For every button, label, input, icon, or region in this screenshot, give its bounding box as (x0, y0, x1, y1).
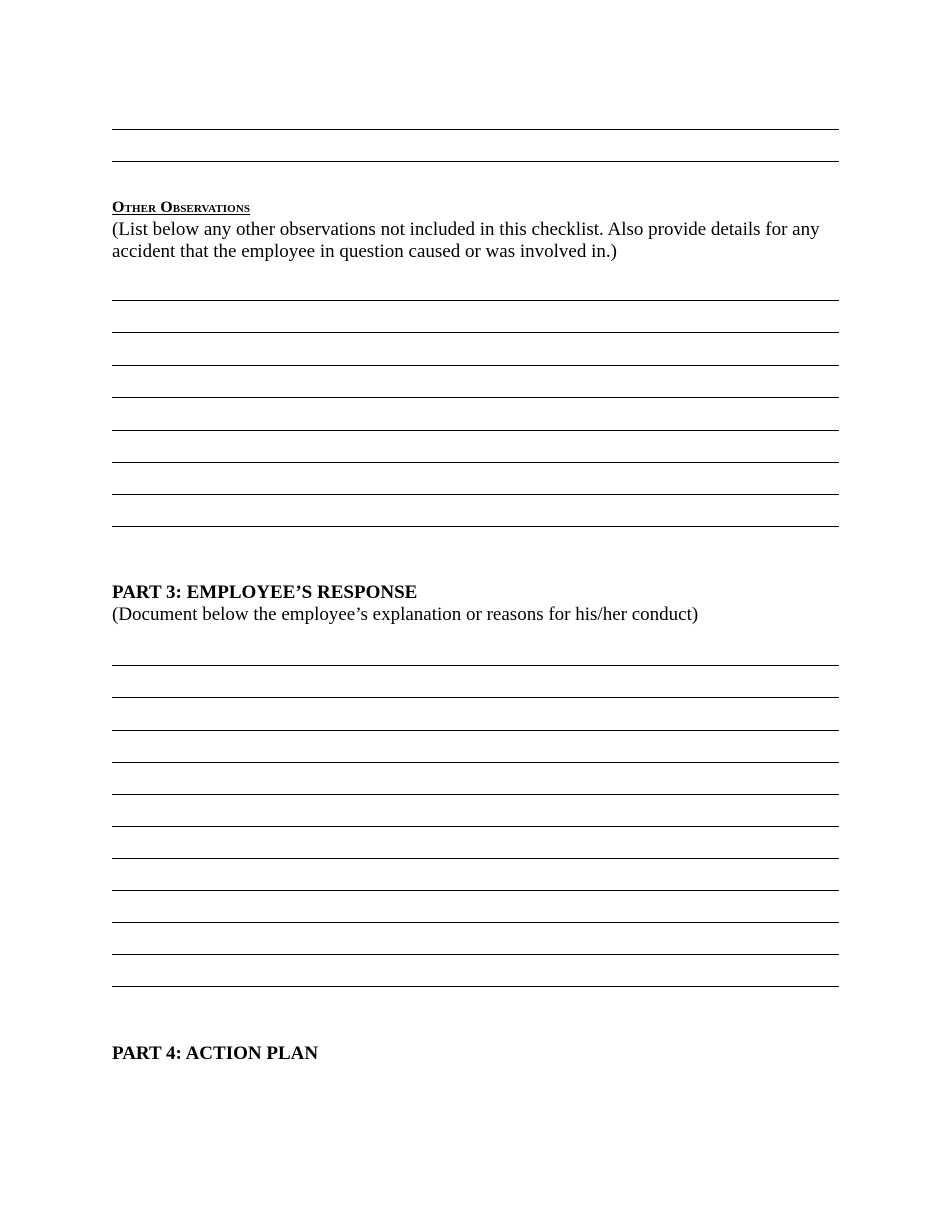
part4-heading: PART 4: ACTION PLAN (112, 1043, 319, 1064)
writing-line[interactable] (112, 826, 839, 827)
writing-line[interactable] (112, 730, 839, 731)
writing-line[interactable] (112, 462, 839, 463)
writing-line[interactable] (112, 954, 839, 955)
writing-line[interactable] (112, 697, 839, 698)
writing-line[interactable] (112, 300, 839, 301)
writing-line[interactable] (112, 922, 839, 923)
writing-line[interactable] (112, 665, 839, 666)
writing-line[interactable] (112, 858, 839, 859)
writing-line[interactable] (112, 430, 839, 431)
writing-line[interactable] (112, 129, 839, 130)
writing-line[interactable] (112, 365, 839, 366)
part3-instructions: (Document below the employee’s explanation or reasons for his/her conduct) (112, 604, 699, 625)
writing-line[interactable] (112, 986, 839, 987)
writing-line[interactable] (112, 397, 839, 398)
other-observations-instructions: (List below any other observations not included in this checklist. Also provide details for any accident that the employee in question caused or was involved in.) (112, 219, 820, 262)
writing-line[interactable] (112, 161, 839, 162)
writing-line[interactable] (112, 794, 839, 795)
part3-heading: PART 3: EMPLOYEE’S RESPONSE (112, 582, 418, 603)
writing-line[interactable] (112, 526, 839, 527)
other-observations-heading: Other Observations (112, 199, 251, 216)
writing-line[interactable] (112, 762, 839, 763)
writing-line[interactable] (112, 494, 839, 495)
writing-line[interactable] (112, 332, 839, 333)
writing-line[interactable] (112, 890, 839, 891)
